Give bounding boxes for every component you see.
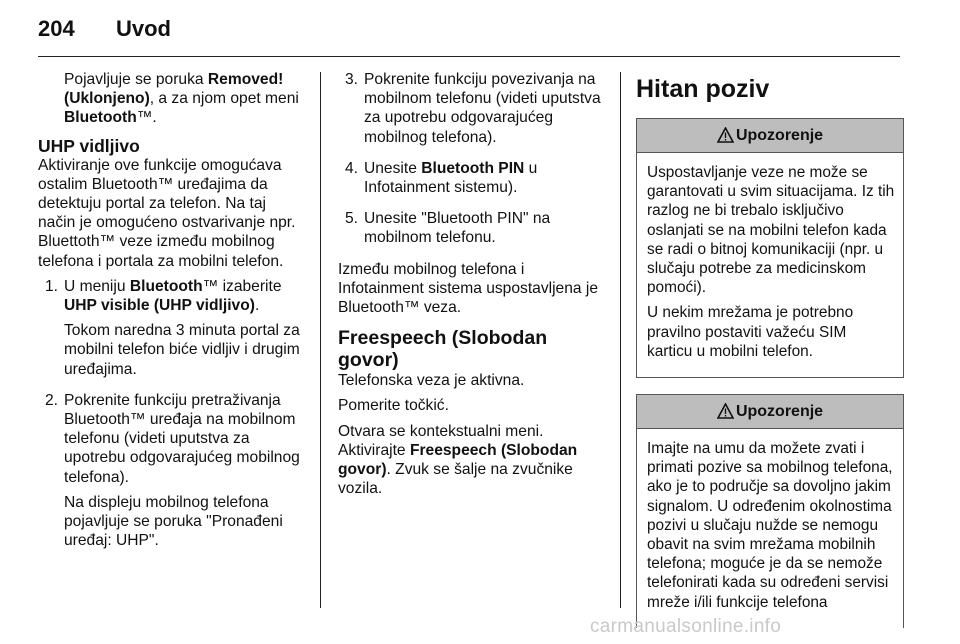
freespeech-para-1: Telefonska veza je aktivna. bbox=[338, 372, 525, 390]
step-1-bold-uhp: UHP visible (UHP vidljivo) bbox=[64, 297, 255, 315]
step-1-text-1: U meniju bbox=[64, 277, 130, 295]
connection-paragraph: Između mobilnog telefona i Infotainment sistema uspostavljena je Bluetooth™ veza. bbox=[338, 260, 599, 317]
freespeech-bold: Freespeech (Slobodan govor) bbox=[338, 441, 578, 479]
column-divider-2 bbox=[620, 72, 621, 608]
warning-body bbox=[637, 429, 903, 628]
intro-text-3: ™. bbox=[136, 109, 157, 127]
intro-text-1: Pojavljuje se poruka bbox=[64, 71, 208, 88]
step-1-bold-bluetooth: Bluetooth bbox=[129, 277, 203, 295]
column-divider-1 bbox=[320, 72, 321, 608]
warning-1-para-2: U nekim mrežama je potrebno pravilno postaviti važeću SIM karticu u mobilni telefon. bbox=[647, 304, 854, 360]
warning-box-2 bbox=[636, 394, 904, 628]
freespeech-para-2: Pomerite točkić. bbox=[338, 397, 449, 415]
freespeech-text-1: Otvara se kontekstualni meni. Aktivirajte bbox=[338, 422, 544, 459]
uhp-heading: UHP vidljivo bbox=[38, 135, 140, 156]
freespeech-heading: Freespeech (Slobodan govor) bbox=[338, 327, 548, 372]
step-2-subtext: Na displeju mobilnog telefona pojavljuje se poruka "Pronađeni uređaj: UHP". bbox=[64, 493, 283, 550]
step-2 bbox=[38, 391, 306, 557]
watermark: carmanualsonline.info bbox=[590, 616, 782, 637]
warning-2-para-1: Imajte na umu da možete zvati i primati pozive sa mobilnog telefona, ako je to područje sa dovoljno jakim signalom. U određenim okolnostima pozivi u slučaju nužde se nemogu obavit na svim mrežama mobilnih telefona; moguće je da se nemože telefonirati kada su određeni servisi mreže i/ili funkcije telefona bbox=[647, 440, 893, 611]
step-number: 1. bbox=[44, 277, 58, 295]
freespeech-para-3 bbox=[338, 422, 608, 499]
column-3 bbox=[636, 74, 904, 644]
emergency-call-title: Hitan poziv bbox=[636, 75, 770, 103]
page-number: 204 bbox=[38, 16, 75, 41]
step-text bbox=[364, 159, 608, 197]
step-number: 4. bbox=[344, 159, 358, 177]
warning-header bbox=[637, 395, 903, 429]
warning-box-1 bbox=[636, 118, 904, 378]
step-1-text-2: ™ izaberite bbox=[202, 277, 282, 295]
intro-paragraph bbox=[38, 70, 306, 128]
uhp-paragraph: Aktiviranje ove funkcije omogućava ostalim Bluetooth™ uređajima da detektuju portal za telefon. Na taj način je omogućeno ostvarivanje npr. Bluettoth™ veze između mobilnog telefona i portala za mobilni telefon. bbox=[38, 156, 296, 270]
warning-triangle-icon bbox=[717, 403, 736, 420]
section-title: Uvod bbox=[116, 16, 171, 41]
step-1-text-3: . bbox=[254, 297, 260, 315]
step-text: Pokrenite funkciju povezivanja na mobilnom telefonu (videti uputstva za upotrebu odgovarajućeg mobilnog telefona). bbox=[364, 71, 601, 146]
column-2 bbox=[338, 70, 608, 504]
step-4-text-1: Unesite bbox=[364, 159, 422, 177]
step-number: 5. bbox=[344, 210, 358, 228]
warning-triangle-icon bbox=[717, 127, 736, 144]
step-5 bbox=[338, 209, 608, 253]
step-4 bbox=[338, 159, 608, 203]
freespeech-text-2: . Zvuk se šalje na zvučnike vozila. bbox=[338, 461, 573, 498]
header-rule bbox=[38, 56, 900, 57]
warning-1-para-1: Uspostavljanje veze ne može se garantovati u svim situacijama. Iz tih razlog ne bi trebalo isključivo oslanjati se na mobilni telefon kada se radi o bitnoj komunikaciji (npr. u slučaju potrebe za medicinskom pomoći). bbox=[647, 164, 895, 297]
step-1-subtext: Tokom naredna 3 minuta portal za mobilni telefon biće vidljiv i drugim uređajima. bbox=[64, 322, 300, 378]
column-1 bbox=[38, 70, 306, 562]
warning-label: Upozorenje bbox=[735, 127, 824, 144]
step-number: 3. bbox=[344, 71, 358, 88]
step-number: 2. bbox=[44, 391, 58, 409]
intro-bold-bluetooth: Bluetooth bbox=[64, 109, 137, 127]
warning-header bbox=[637, 119, 903, 153]
step-3 bbox=[338, 70, 608, 153]
step-4-bold-pin: Bluetooth PIN bbox=[421, 159, 525, 177]
warning-body bbox=[637, 153, 903, 377]
step-text: Pokrenite funkciju pretraživanja Bluetooth™ uređaja na mobilnom telefonu (videti uputstva za upotrebu odgovarajućeg mobilnog telefona). bbox=[64, 391, 300, 486]
intro-bold-removed: Removed! (Uklonjeno) bbox=[64, 71, 284, 108]
step-4-text-2: u Infotainment sistemu). bbox=[364, 159, 538, 197]
warning-label: Upozorenje bbox=[735, 403, 824, 421]
page-header bbox=[38, 16, 171, 42]
step-text bbox=[64, 277, 306, 315]
step-text: Unesite "Bluetooth PIN" na mobilnom telefonu. bbox=[364, 210, 551, 247]
intro-text-2: , a za njom opet meni bbox=[149, 90, 299, 108]
step-1 bbox=[38, 277, 306, 385]
